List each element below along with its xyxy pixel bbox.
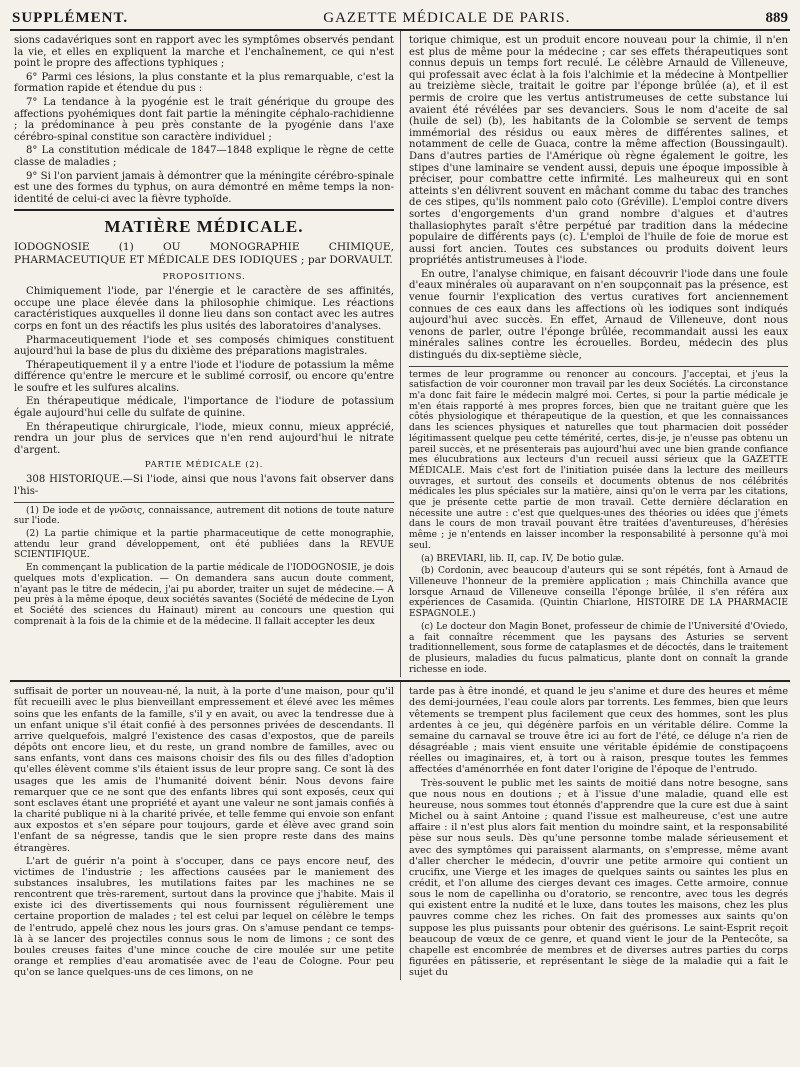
paragraph: sions cadavériques sont en rapport avec les symptômes observés pendant la vie, et elles en expliquent la marche et l'enchaînement, ce qui n'est point le propre des affections typhiques ; [14, 35, 394, 70]
paragraph: Thérapeutiquement il y a entre l'iode et l'iodure de potassium la même différence qu'entre le mercure et le sublimé corrosif, ou encore qu'entre le soufre et les sulfures alcalins. [14, 359, 394, 394]
header-title: GAZETTE MÉDICALE DE PARIS. [323, 10, 571, 26]
bottom-right-column [400, 682, 790, 980]
propositions-heading: PROPOSITIONS. [162, 272, 246, 283]
page [10, 0, 790, 1065]
paragraph: torique chimique, est un produit encore nouveau pour la chimie, il n'en est plus de même pour la médecine ; car ses effets thérapeutiques sont connus depuis un temps fort reculé. Le célèbre Arnauld de Villeneuve, qui professait avec éclat à la fois l'alchimie et la médecine à Montpellier au treizième siècle, traitait le goitre par l'éponge brûlée (a), et il est permis de croire que les vertus antistrumeuses de cette substance lui avaient été révélées par ses devanciers. Sous le nom d'aceite de sal (huile de sel) (b), les habitants de la Colombie se servent de temps immémorial des résidus ou eaux mères de différentes salines, et notamment de celle de Guaca, contre la même affection (Boussingault). Dans d'autres parties de l'Amérique où règne également le goitre, les stipes d'une laminaire se vendent aussi, depuis une époque impossible à préciser, pour combattre cette infirmité. Les malheureux qui en sont atteints s'en délivrent souvent en mâchant comme du tabac des tranches de ces stipes, qu'ils nomment palo coto (Gréville). L'emploi contre divers sortes d'engorgements d'un grand nombre d'algues et d'autres thallasiophytes paraît s'être perpétué par tradition dans la médecine populaire de différents pays (c). L'emploi de l'huile de foie de morue est aussi fort ancien. Toutes ces substances ou produits doivent leurs propriétés antistrumeuses à l'iode. [409, 35, 788, 267]
footnote: (2) La partie chimique et la partie pharmaceutique de cette monographie, attendu leur grand développement, ont été publiées dans la REVUE SCIENTIFIQUE. [14, 529, 394, 561]
footnote: termes de leur programme ou renoncer au concours. J'acceptai, et j'eus la satisfaction de voir couronner mon travail par les deux Sociétés. La circonstance m'a donc fait faire le médecin malgré moi. Certes, si pour la partie médicale je m'en étais rapporté à mes propres forces, bien que ne traitant guère que les côtés physiologique et thérapeutique de la question, et que les connaissances dans les sciences physiques et naturelles que tout pharmacien doit posséder légitimassent quelque peu cette témérité, certes, dis-je, je n'eusse pas obtenu un pareil succès, et ne présenterais pas aujourd'hui avec une bien grande confiance mes élucubrations aux lecteurs d'un recueil aussi sérieux que la GAZETTE MÉDICALE. Mais c'est fort de l'initiation puisée dans la lecture des meilleurs ouvrages, et surtout des conseils et documents obtenus de nos célébrités médicales les plus spéciales sur la matière, ainsi qu'on le verra par les citations, que je présente cette partie de mon travail. Cette dernière déclaration en nécessite une autre : c'est que quelques-unes des théories ou idées que j'émets dans le cours de mon travail pouvant être traitées d'aventureuses, d'hérésies même ; je n'entends en laisser incomber la responsabilité à personne qu'à moi seul. [409, 369, 788, 551]
footnote: (b) Cordonin, avec beaucoup d'auteurs qui se sont répétés, font à Arnaud de Villeneuve l'honneur de la première application ; mais Chinchilla avance que lorsque Arnaud de Villeneuve conseilla l'éponge brûlée, il s'en référa aux expériences de Casamida. (Quintin Chiarlone, HISTOIRE DE LA PHARMACIE ESPAGNOLE.) [409, 566, 788, 620]
page-number: 889 [765, 10, 788, 26]
bottom-left-column [10, 682, 400, 980]
paragraph: Pharmaceutiquement l'iode et ses composés chimiques constituent aujourd'hui la base de plus du dixième des préparations magistrales. [14, 334, 394, 358]
paragraph: Chimiquement l'iode, par l'énergie et le caractère de ses affinités, occupe une place élevée dans la philosophie chimique. Les réactions caractéristiques auxquelles il donne lieu dans son contact avec les autres corps en font un des réactifs les plus usités des laboratoires d'analyses. [14, 286, 394, 332]
paragraph: suffisait de porter un nouveau-né, la nuit, à la porte d'une maison, pour qu'il fût recueilli avec le plus bienveillant empressement et élevé avec les mêmes soins que les enfants de la famille, s'il y en avait, ou avec la tendresse due à un enfant unique s'il était confié à des personnes privées de descendants. Il arrive quelquefois, malgré l'existence des casas d'expostos, que de pareils dépôts ont encore lieu, et du reste, un grand nombre de familles, avec ou sans enfants, vont dans ces maisons choisir des fils ou des filles d'adoption qu'elles élèvent comme s'ils étaient issus de leur propre sang. Ce sont là des usages que les amis de l'humanité doivent bénir. Nous devons faire remarquer que ce ne sont que des enfants libres qui sont exposés, ceux qui sont esclaves étant une propriété et ayant une valeur ne sont jamais confiés à la charité publique ni à la charité privée, et telle femme qui envoie son enfant aux expostos et s'en sépare pour toujours, garde et élève avec grand soin l'enfant de sa négresse, tandis que le sien propre reste dans des mains étrangères. [14, 686, 394, 854]
paragraph: 8° La constitution médicale de 1847—1848 explique le règne de cette classe de maladies ; [14, 145, 394, 168]
top-block [10, 31, 790, 677]
footnote-divider [14, 502, 394, 503]
footnote: (a) BREVIARI, lib. II, cap. IV, De botio gulæ. [421, 553, 625, 564]
footnotes [409, 370, 788, 676]
footnote-divider [409, 366, 788, 367]
paragraph: En thérapeutique chirurgicale, l'iode, mieux connu, mieux apprécié, rendra un jour plus de services que n'en rend aujourd'hui le nitrate d'argent. [14, 421, 394, 456]
footnote: En commençant la publication de la partie médicale de l'IODOGNOSIE, je dois quelques mots d'explication. — On demandera sans aucun doute comment, n'ayant pas le titre de médecin, j'ai pu aborder, traiter un sujet de médecine.— A peu près à la même époque, deux sociétés savantes (Société de médecine de Lyon et Société des sciences du Hainaut) mirent au concours une question qui comprenait à la fois de la chimie et de la médecine. Il fallait accepter les deux [14, 563, 394, 627]
paragraph: 7° La tendance à la pyogénie est le trait générique du groupe des affections pyohémiques dont fait partie la méningite céphalo-rachidienne ; la prédominance à peu près constante de la pyogénie dans l'axe cérébro-spinal constitue son caractère individuel ; [14, 96, 394, 143]
top-left-column [10, 31, 400, 677]
footnote: (1) De iode et de γνῶσις, connaissance, autrement dit notions de toute nature sur l'iode. [14, 505, 394, 527]
paragraph: En thérapeutique médicale, l'importance de l'iodure de potassium égale aujourd'hui celle du sulfate de quinine. [14, 396, 394, 420]
paragraph: 9° Si l'on parvient jamais à démontrer que la méningite cérébro-spinale est une des formes du typhus, on aura démontré en même temps la non-identité de celui-ci avec la fièvre typhoïde. [14, 170, 394, 205]
partie-heading: PARTIE MÉDICALE (2). [144, 460, 264, 471]
section-title: MATIÈRE MÉDICALE. [104, 217, 304, 237]
footnotes [14, 506, 394, 628]
paragraph: Très-souvent le public met les saints de moitié dans notre besogne, sans que nous nous en doutions ; et à l'issue d'une maladie, quand elle est heureuse, nous sommes tout étonnés d'apprendre que la cure est due à saint Michel ou à saint Antoine ; quand l'issue est malheureuse, c'est une autre affaire : il n'est plus alors fait mention du moindre saint, et la responsabilité pèse sur nous seuls. Dès qu'une personne tombe malade sérieusement et avec des symptômes qui paraissent alarmants, on s'empresse, même avant d'aller chercher le médecin, d'ouvrir une petite armoire qui contient un crucifix, une Vierge et les images de quelques saints ou saintes les plus en crédit, et l'on allume des cierges devant ces images. Cette armoire, connue sous le nom de capellinha ou d'oratorio, se rencontre, avec tous les degrés qui existent entre la nudité et le luxe, dans toutes les maisons, chez les plus pauvres comme chez les riches. On fait des promesses aux saints qu'on suppose les plus puissants pour obtenir des guérisons. Le saint-Esprit reçoit beaucoup de vœux de ce genre, et quand vient le jour de la Pentecôte, sa chapelle est encombrée de membres et de diverses autres parties du corps figurées en pâtisserie, et représentant le siège de la maladie qui a fait le sujet du [409, 777, 788, 979]
paragraph: En outre, l'analyse chimique, en faisant découvrir l'iode dans une foule d'eaux minérales où auparavant on n'en soupçonnait pas la présence, est venue fournir l'explication des vertus curatives fort anciennement connues de ces eaux dans les affections où les iodiques sont indiqués aujourd'hui avec succès. En effet, Arnaud de Villeneuve, dont nous venons de parler, outre l'éponge brûlée, recommandait aussi les eaux minérales salines contre les écrouelles. Bordeu, médecin des plus distingués du dix-septième siècle, [409, 268, 788, 362]
paragraph: 308 HISTORIQUE.—Si l'iode, ainsi que nous l'avons fait observer dans l'his- [14, 474, 394, 498]
paragraph: tarde pas à être inondé, et quand le jeu s'anime et dure des heures et même des demi-journées, l'eau coule alors par torrents. Les femmes, bien que leurs vêtements se trempent plus facilement que ceux des hommes, sont les plus ardentes à ce jeu, qui dégénère parfois en un véritable délire. Comme la semaine du carnaval se trouve être ici au fort de l'été, ce déluge n'a rien de désagréable ; mais vient ensuite une véritable épidémie de constipaçoens réelles ou imaginaires, et, à tort ou à raison, presque toutes les femmes affectées d'aménorrhée en font dater l'origine de l'époque de l'entrudo. [409, 686, 788, 776]
footnote: (c) Le docteur don Magin Bonet, professeur de chimie de l'Université d'Oviedo, a fait connaître récemment que les paysans des Asturies se servent traditionnellement, sous forme de cataplasmes et de décoctés, dans le traitement de plusieurs, maladies du fucus palmaticus, plante dont on connaît la grande richesse en iode. [409, 621, 788, 675]
paragraph: 6° Parmi ces lésions, la plus constante et la plus remarquable, c'est la formation rapide et étendue du pus : [14, 71, 394, 95]
running-header [10, 10, 790, 31]
divider [14, 209, 394, 211]
paragraph: L'art de guérir n'a point à s'occuper, dans ce pays encore neuf, des victimes de l'industrie ; les affections causées par le maniement des substances insalubres, les mutilations faites par les machines ne se rencontrent que très-rarement, surtout dans la province que j'habite. Mais il existe ici des divertissements qui nous fournissent régulièrement une certaine proportion de malades ; tel est celui par lequel on célèbre le temps de l'entrudo, appelé chez nous les jours gras. On s'amuse pendant ce temps-là à se lancer des projectiles connus sous le nom de limons ; ce sont des boules creuses faites d'une mince couche de cire moulée sur une petite orange et remplies d'eau aromatisée avec de l'eau de Cologne. Pour peu qu'on se lance quelques-uns de ces limons, on ne [14, 855, 394, 979]
article-title: IODOGNOSIE (1) OU MONOGRAPHIE CHIMIQUE, PHARMACEUTIQUE ET MÉDICALE DES IODIQUES ; par DORVAULT. [14, 241, 394, 266]
top-right-column [400, 31, 790, 677]
bottom-block [10, 682, 790, 980]
header-left: SUPPLÉMENT. [12, 10, 129, 26]
